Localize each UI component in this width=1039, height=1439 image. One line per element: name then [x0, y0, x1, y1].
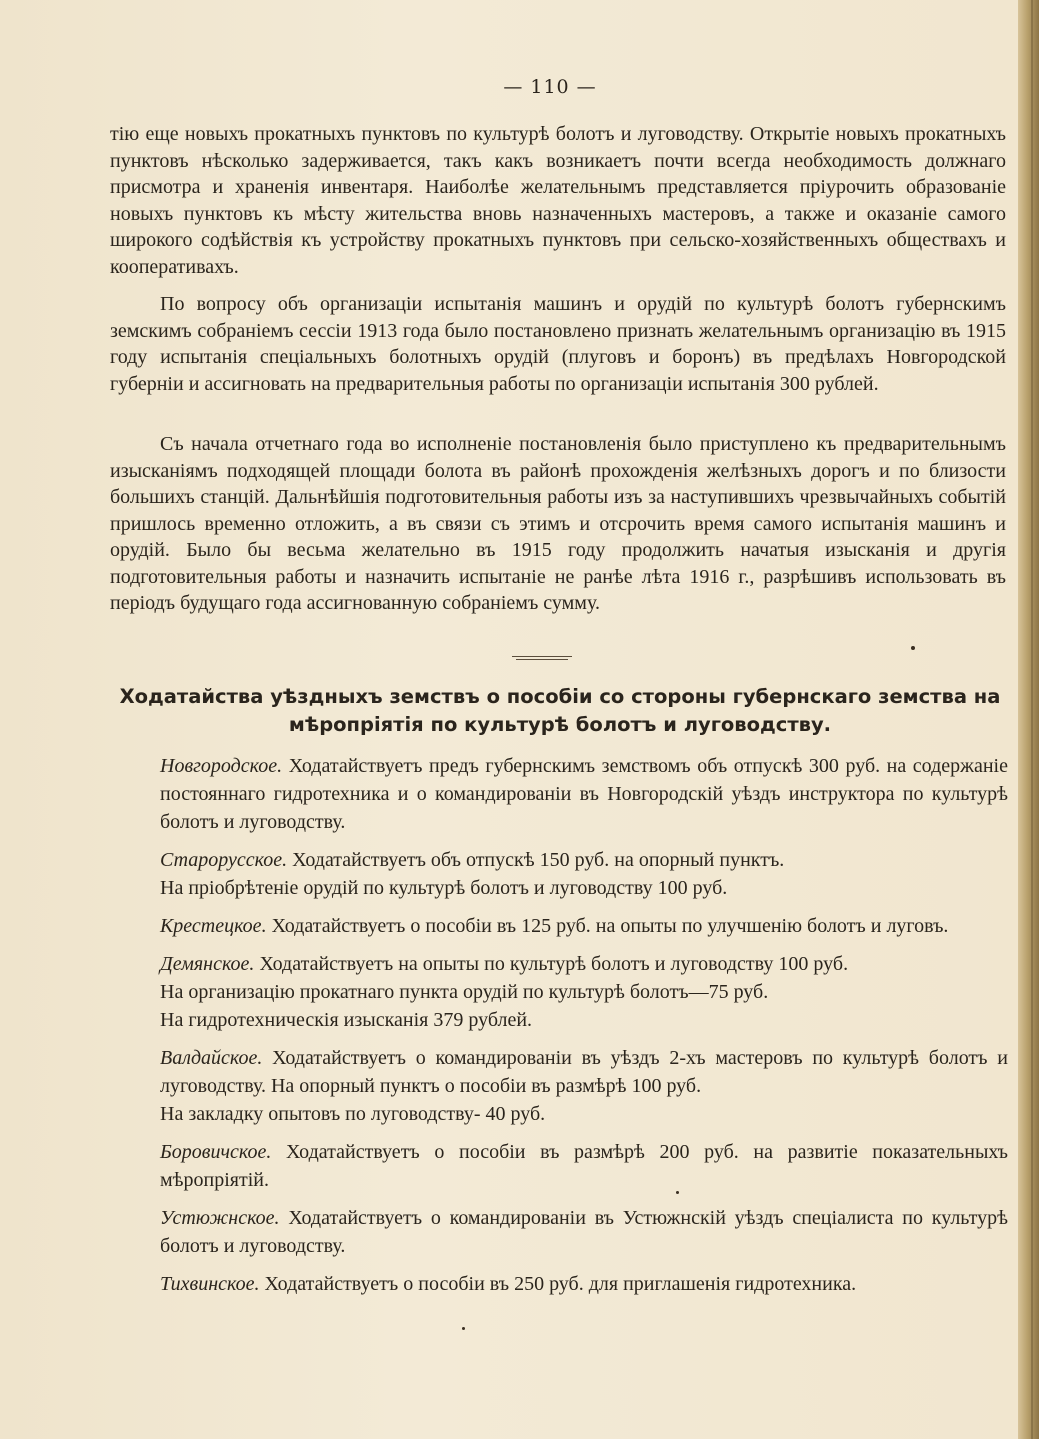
- petition-entry: [110, 1138, 1008, 1194]
- district-name: Устюжнское.: [160, 1207, 280, 1229]
- petition-text: [110, 950, 1008, 978]
- petition-text: [110, 1138, 1008, 1194]
- paragraph: тію еще новыхъ прокатныхъ пунктовъ по культурѣ болотъ и луговодству. Открытіе новыхъ прокатныхъ пунктовъ нѣсколько задерживается, такъ какъ возникаетъ почти всегда необходимость должнаго присмотра и храненія инвентаря. Наиболѣе желательнымъ представляется пріурочить образованіе новыхъ пунктовъ къ мѣсту жительства вновь назначенныхъ мастеровъ, а также и оказаніе самого широкого содѣйствія къ устройству прокатныхъ пунктовъ при сельско-хозяйственныхъ обществахъ и кооперативахъ.: [110, 123, 1006, 278]
- petition-body: Ходатайствуетъ о пособіи въ 250 руб. для приглашенія гидротехника.: [259, 1273, 857, 1295]
- ink-speck: [462, 1327, 465, 1330]
- petition-text: [110, 846, 1008, 874]
- paragraph-block-1: [110, 121, 1006, 280]
- district-name: Крестецкое.: [160, 915, 267, 937]
- ink-speck: [911, 646, 915, 650]
- binding-shadow-line: [1031, 0, 1033, 1439]
- paragraph-block-3: [110, 431, 1006, 617]
- paragraph: Съ начала отчетнаго года во исполненіе постановленія было приступлено къ предварительнымъ изысканіямъ подходящей площади болота въ районѣ прохожденія желѣзныхъ дорогъ и по близости большихъ станцій. Дальнѣйшія подготовительныя работы изъ за наступившихъ чрезвычайныхъ событій пришлось временно отложить, а въ связи съ этимъ и отсрочить время самого испытанія машинъ и орудій. Было бы весьма желательно въ 1915 году продолжить начатыя изысканія и другія подготовительныя работы и назначить испытаніе не ранѣе лѣта 1916 г., разрѣшивъ использовать въ періодъ будущаго года ассигнованную собраніемъ сумму.: [110, 433, 1006, 614]
- petition-body: Ходатайствуетъ о пособіи въ размѣрѣ 200 руб. на развитіе показательныхъ мѣропріятій.: [160, 1141, 1008, 1191]
- petition-body: Ходатайствуетъ на опыты по культурѣ болотъ и луговодству 100 руб.: [254, 953, 849, 975]
- petition-entry: [110, 950, 1008, 1034]
- district-name: Тихвинское.: [160, 1273, 260, 1295]
- petition-entry: [110, 912, 1008, 940]
- petition-body: Ходатайствуетъ объ отпускѣ 150 руб. на опорный пунктъ.: [287, 849, 785, 871]
- page-number: — 110 —: [503, 76, 597, 98]
- petition-text: [110, 1044, 1008, 1100]
- district-name: Новгородское.: [160, 755, 283, 777]
- district-name: Демянское.: [160, 953, 255, 975]
- ink-speck: [676, 1191, 679, 1194]
- district-name: Боровичское.: [160, 1141, 272, 1163]
- paragraph-block-2: [110, 291, 1006, 397]
- petition-entry: [110, 846, 1008, 902]
- section-divider-lower: [516, 659, 568, 660]
- petition-text: [110, 752, 1008, 836]
- petition-body: Ходатайствуетъ о пособіи въ 125 руб. на опыты по улучшенію болотъ и луговъ.: [266, 915, 949, 937]
- paragraph: По вопросу объ организаціи испытанія машинъ и орудій по культурѣ болотъ губернскимъ земскимъ собраніемъ сессіи 1913 года было постановлено признать желательнымъ организацію въ 1915 году испытанія спеціальныхъ болотныхъ орудій (плуговъ и боронъ) въ предѣлахъ Новгородской губерніи и ассигновать на предварительныя работы по организаціи испытанія 300 рублей.: [110, 293, 1006, 395]
- section-divider: [512, 656, 572, 657]
- district-name: Валдайское.: [160, 1047, 263, 1069]
- petition-body: Ходатайствуетъ о командированіи въ Устюжнскій уѣздъ спеціалиста по культурѣ болотъ и луговодству.: [160, 1207, 1008, 1257]
- petition-text: [110, 1204, 1008, 1260]
- petition-entry: [110, 1044, 1008, 1128]
- petition-entry: [110, 1204, 1008, 1260]
- petition-text: [110, 1270, 1008, 1298]
- petition-extra-line: На организацію прокатнаго пункта орудій по культурѣ болотъ—75 руб.: [160, 981, 769, 1003]
- petition-extra-line: На гидротехническія изысканія 379 рублей.: [160, 1009, 533, 1031]
- petition-body: Ходатайствуетъ предъ губернскимъ земствомъ объ отпускѣ 300 руб. на содержаніе постояннаго гидротехника и о командированіи въ Новгородскій уѣздъ инструктора по культурѣ болотъ и луговодству.: [160, 755, 1008, 833]
- section-heading: Ходатайства уѣздныхъ земствъ о пособіи со стороны губернскаго земства на мѣропріятія по культурѣ болотъ и луговодству.: [119, 685, 1001, 736]
- petition-text: [110, 912, 1008, 940]
- petition-entry: [110, 1270, 1008, 1298]
- district-name: Старорусское.: [160, 849, 288, 871]
- petition-extra-line: На закладку опытовъ по луговодству- 40 руб.: [160, 1103, 546, 1125]
- petition-entry: [110, 752, 1008, 836]
- petition-body: Ходатайствуетъ о командированіи въ уѣздъ 2-хъ мастеровъ по культурѣ болотъ и луговодству. На опорный пунктъ о пособіи въ размѣрѣ 100 руб.: [160, 1047, 1008, 1097]
- petition-extra-line: На пріобрѣтеніе орудій по культурѣ болотъ и луговодству 100 руб.: [160, 877, 728, 899]
- petitions-list: [110, 752, 1008, 1308]
- page-binding-edge: [1018, 0, 1039, 1439]
